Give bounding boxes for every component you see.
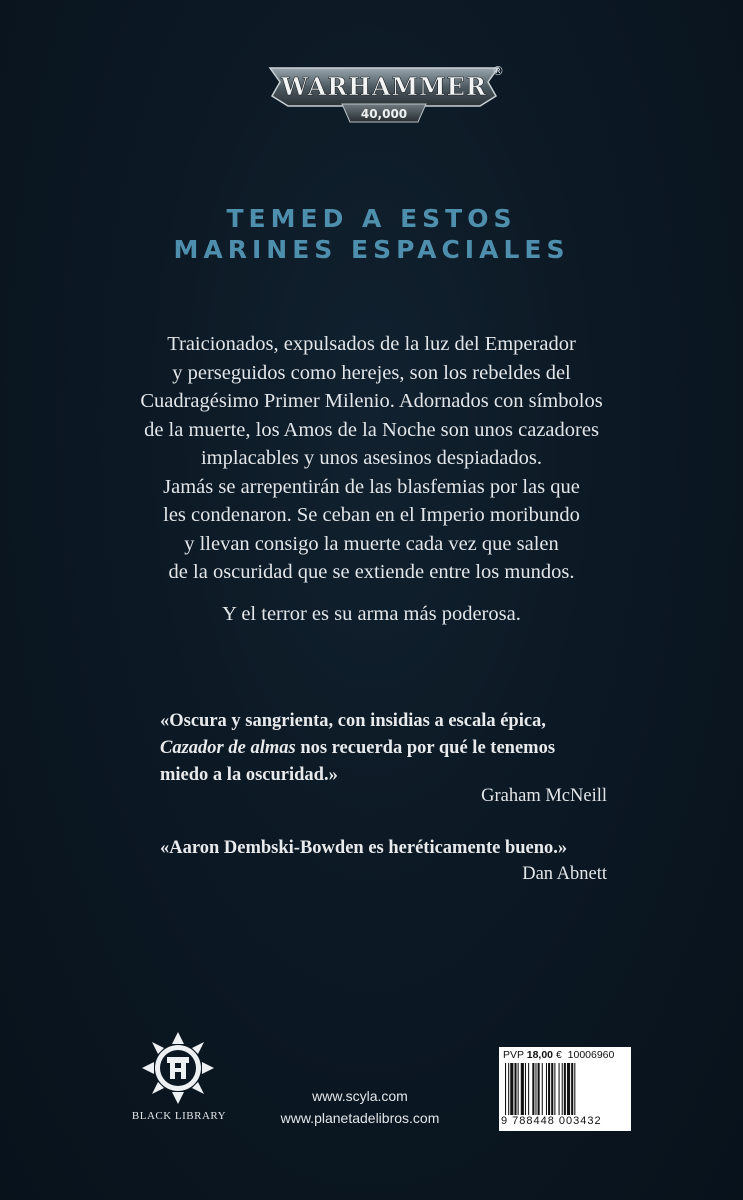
synopsis-line: implacables y unos asesinos despiadados. bbox=[200, 447, 543, 469]
barcode-bar bbox=[532, 1063, 534, 1115]
black-library-emblem-icon bbox=[140, 1030, 216, 1106]
synopsis-line: les condenaron. Se ceban en el Imperio moribundo bbox=[163, 504, 580, 526]
review-quote-2: «Aaron Dembski-Bowden es heréticamente bueno.» bbox=[160, 838, 568, 858]
barcode-bar bbox=[546, 1063, 547, 1115]
website-links bbox=[250, 1085, 470, 1129]
barcode-bar bbox=[508, 1063, 509, 1115]
synopsis-line: de la muerte, los Amos de la Noche son unos cazadores bbox=[144, 418, 599, 441]
barcode-bar bbox=[525, 1063, 526, 1115]
barcode-bar bbox=[559, 1063, 560, 1115]
synopsis-line: Traicionados, expulsados de la luz del Emperador bbox=[167, 333, 576, 355]
barcode-bar bbox=[528, 1063, 529, 1115]
publisher-name: BLACK LIBRARY bbox=[131, 1110, 227, 1122]
barcode-bar bbox=[535, 1063, 536, 1115]
barcode-bar bbox=[505, 1063, 506, 1115]
price-value: 18,00 bbox=[526, 1049, 554, 1061]
headline-line-1: TEMED A ESTOS bbox=[226, 204, 517, 233]
headline bbox=[0, 203, 743, 265]
barcode-bar bbox=[554, 1063, 555, 1115]
barcode-icon bbox=[505, 1063, 625, 1115]
barcode-bar bbox=[548, 1063, 550, 1115]
isbn-number: 9 788448 003432 bbox=[501, 1115, 602, 1127]
barcode-bar bbox=[538, 1063, 540, 1115]
barcode-bar bbox=[510, 1063, 513, 1115]
barcode-label bbox=[499, 1047, 631, 1131]
synopsis-line: Jamás se arrepentirán de las blasfemias por las que bbox=[163, 475, 580, 498]
barcode-bar bbox=[551, 1063, 553, 1115]
barcode-bar bbox=[518, 1063, 519, 1115]
quote-author-1: Graham McNeill bbox=[481, 786, 607, 806]
barcode-bar bbox=[562, 1063, 563, 1115]
svg-text:WARHAMMER: WARHAMMER bbox=[281, 72, 487, 101]
pvp-label: PVP bbox=[503, 1049, 524, 1061]
barcode-bar bbox=[567, 1063, 570, 1115]
headline-line-2: MARINES ESPACIALES bbox=[173, 235, 570, 264]
barcode-bar bbox=[514, 1063, 516, 1115]
synopsis-line: y llevan consigo la muerte cada vez que salen bbox=[184, 532, 559, 555]
barcode-bar bbox=[574, 1063, 575, 1115]
synopsis bbox=[60, 330, 683, 587]
url-planetadelibros[interactable]: www.planetadelibros.com bbox=[280, 1110, 440, 1126]
barcode-bar bbox=[564, 1063, 566, 1115]
price-line bbox=[503, 1049, 614, 1061]
synopsis-line: y perseguidos como herejes, son los rebeldes del bbox=[172, 361, 571, 384]
barcode-bar bbox=[521, 1063, 524, 1115]
url-scyla[interactable]: www.scyla.com bbox=[312, 1088, 408, 1104]
tagline: Y el terror es su arma más poderosa. bbox=[222, 603, 521, 625]
warhammer-logo bbox=[264, 60, 504, 132]
barcode-bar bbox=[571, 1063, 573, 1115]
svg-text:40,000: 40,000 bbox=[360, 107, 408, 121]
quote-line: «Oscura y sangrienta, con insidias a escala épica, bbox=[160, 711, 546, 731]
synopsis-line: de la oscuridad que se extiende entre los mundos. bbox=[168, 561, 575, 583]
price-currency: € bbox=[555, 1049, 562, 1061]
quote-author-2: Dan Abnett bbox=[522, 864, 607, 884]
quote-line bbox=[160, 735, 620, 762]
product-code: 10006960 bbox=[567, 1049, 615, 1061]
review-quote-1 bbox=[160, 708, 620, 789]
barcode-bar bbox=[542, 1063, 543, 1115]
registered-mark: ® bbox=[492, 64, 504, 78]
book-title-italic: Cazador de almas bbox=[160, 738, 296, 758]
synopsis-line: Cuadragésimo Primer Milenio. Adornados con símbolos bbox=[140, 390, 603, 412]
quote-line-rest: nos recuerda por qué le tenemos bbox=[295, 738, 556, 758]
quote-line: miedo a la oscuridad.» bbox=[160, 765, 338, 785]
